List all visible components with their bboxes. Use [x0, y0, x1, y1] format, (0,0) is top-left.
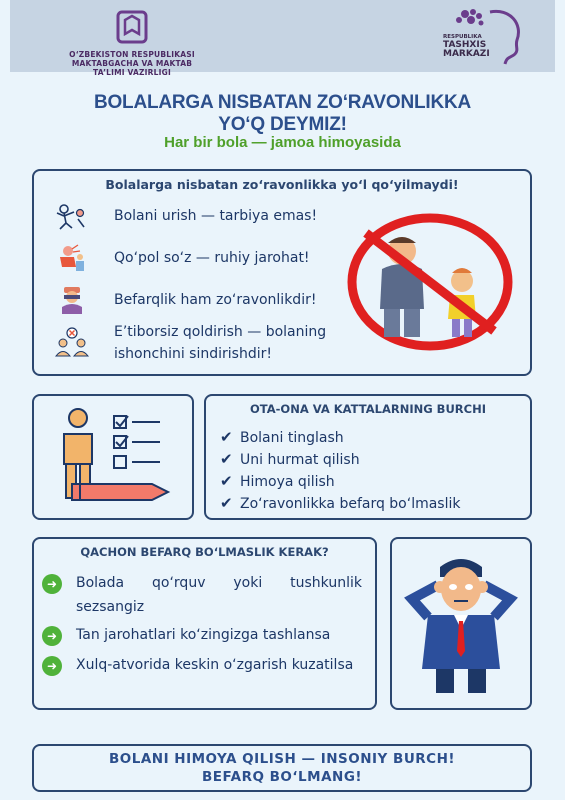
footer-banner: [32, 744, 532, 792]
section1-item-text: Befarqlik ham zo‘ravonlikdir!: [114, 292, 317, 308]
no-violence-illustration: [346, 213, 514, 351]
arrow-right-icon: ➜: [42, 574, 62, 594]
section3-item-text: Bolada qo‘rquv yoki tushkunlik sezsangiz: [76, 575, 362, 615]
center-small-label: RESPUBLIKA: [443, 34, 482, 40]
ministry-logo: [62, 8, 202, 77]
section3-item-text: Xulq-atvorida keskin o‘zgarish kuzatilsa: [76, 657, 354, 673]
list-item: [42, 623, 362, 647]
list-item: [54, 243, 310, 273]
section1-item-text: Bolani urish — tarbiya emas!: [114, 208, 318, 224]
man-covering-ears-icon: [400, 549, 522, 699]
list-item: [54, 321, 344, 365]
diagnostic-center-logo: [435, 6, 535, 68]
list-item: [42, 571, 362, 619]
list-item: [220, 426, 344, 449]
section1-item-text: E’tiborsiz qoldirish — bolaning ishonchini sindirishdir!: [114, 324, 327, 362]
ministry-name-line-3: TA’LIMI VAZIRLIGI: [93, 68, 171, 77]
section2-heading: OTA-ONA VA KATTALARNING BURCHI: [250, 402, 486, 416]
arrow-right-icon: ➜: [42, 626, 62, 646]
header-banner: [10, 0, 555, 77]
when-not-indifferent-panel: [32, 537, 377, 710]
list-item: [42, 653, 362, 677]
list-item: [54, 201, 317, 231]
checkmark-icon: ✔: [220, 494, 233, 512]
section2-item-text: Himoya qilish: [240, 474, 335, 490]
section2-item-text: Zo‘ravonlikka befarq bo‘lmaslik: [240, 496, 461, 512]
title-line-2: YO‘Q DEYMIZ!: [218, 114, 347, 135]
list-item: [220, 492, 461, 515]
blindfold-icon: [54, 285, 90, 315]
page-subtitle: Har bir bola — jamoa himoyasida: [164, 134, 401, 151]
parents-duty-panel: [204, 394, 532, 520]
page-title: [0, 92, 565, 136]
ignoring-icon: [54, 327, 90, 357]
center-name-line-2: MARKAZI: [443, 49, 490, 59]
list-item: [54, 285, 316, 315]
title-line-1: BOLALARGA NISBATAN ZO‘RAVONLIKKA: [93, 92, 472, 113]
man-covering-ears-panel: [390, 537, 532, 710]
footer-line-2: BEFARQ BO‘LMANG!: [201, 769, 363, 785]
checklist-person-icon: [52, 404, 174, 510]
hitting-icon: [54, 201, 90, 231]
section1-item-text: Qo‘pol so‘z — ruhiy jarohat!: [114, 250, 310, 266]
section1-heading: Bolalarga nisbatan zo‘ravonlikka yo‘l qo‘yilmaydi!: [105, 177, 459, 192]
shouting-icon: [54, 243, 90, 273]
section2-item-text: Bolani tinglash: [240, 430, 344, 446]
section3-heading: QACHON BEFARQ BO‘LMASLIK KERAK?: [80, 545, 329, 559]
ministry-name-line-1: O‘ZBEKISTON RESPUBLIKASI: [69, 50, 195, 59]
section2-item-text: Uni hurmat qilish: [240, 452, 360, 468]
list-item: [220, 470, 335, 493]
list-item: [220, 448, 360, 471]
footer-line-1: BOLANI HIMOYA QILISH — INSONIY BURCH!: [108, 751, 456, 767]
checkmark-icon: ✔: [220, 428, 233, 446]
arrow-right-icon: ➜: [42, 656, 62, 676]
section3-item-text: Tan jarohatlari ko‘zingizga tashlansa: [76, 627, 331, 643]
violence-not-allowed-panel: [32, 169, 532, 376]
book-icon: [115, 8, 149, 44]
checkmark-icon: ✔: [220, 472, 233, 490]
checkmark-icon: ✔: [220, 450, 233, 468]
checklist-illustration-panel: [32, 394, 194, 520]
ministry-name-line-2: MAKTABGACHA VA MAKTAB: [71, 59, 193, 68]
center-name-line-1: TASHXIS: [443, 40, 487, 50]
